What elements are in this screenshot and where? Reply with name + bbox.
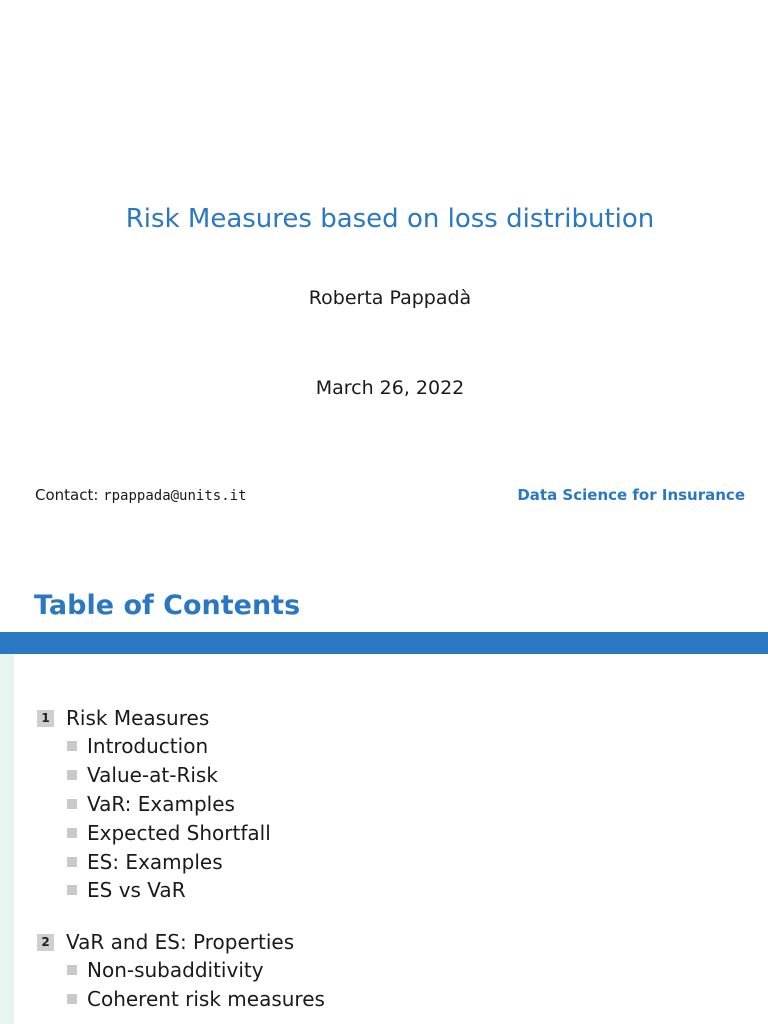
- course-name: Data Science for Insurance: [517, 486, 745, 504]
- toc-title: Table of Contents: [34, 590, 301, 621]
- header-bar: [0, 632, 768, 654]
- subitem-label: Expected Shortfall: [87, 820, 271, 845]
- subitem-label: Value-at-Risk: [87, 763, 218, 788]
- toc-section-2: [37, 928, 325, 1014]
- toc-subitem: [37, 761, 271, 790]
- contact-line: [35, 485, 247, 506]
- subitem-label: VaR: Examples: [87, 791, 235, 816]
- subitem-label: Coherent risk measures: [87, 987, 325, 1012]
- toc-subitem: [37, 985, 325, 1014]
- toc-subitem: [37, 818, 271, 847]
- toc-subitem: [37, 956, 325, 985]
- section-number-badge: 2: [37, 934, 54, 951]
- section-title: Risk Measures: [66, 706, 210, 730]
- toc-subitem: [37, 790, 271, 819]
- toc-slide: [0, 560, 768, 1024]
- toc-subitem: [37, 732, 271, 761]
- contact-email: rpappada@units.it: [103, 488, 247, 504]
- contact-label: Contact:: [35, 486, 99, 504]
- bullet-square-icon: [67, 857, 77, 867]
- toc-subitem: [37, 847, 271, 876]
- bullet-square-icon: [67, 885, 77, 895]
- side-bar: [0, 654, 14, 1024]
- section-number-badge: 1: [37, 710, 54, 727]
- bullet-square-icon: [67, 741, 77, 751]
- presentation-date: March 26, 2022: [315, 377, 465, 399]
- bullet-square-icon: [67, 770, 77, 780]
- presentation-title: Risk Measures based on loss distribution: [125, 204, 655, 234]
- toc-subitem: [37, 876, 271, 905]
- section-title: VaR and ES: Properties: [66, 930, 295, 954]
- subitem-label: ES: Examples: [87, 849, 223, 874]
- subitem-label: Non-subadditivity: [87, 958, 264, 983]
- bullet-square-icon: [67, 994, 77, 1004]
- bullet-square-icon: [67, 965, 77, 975]
- subitem-label: Introduction: [87, 734, 209, 759]
- subitem-label: ES vs VaR: [87, 878, 186, 903]
- bullet-square-icon: [67, 828, 77, 838]
- bullet-square-icon: [67, 799, 77, 809]
- author-name: Roberta Pappadà: [308, 287, 472, 309]
- toc-section-1: [37, 704, 271, 905]
